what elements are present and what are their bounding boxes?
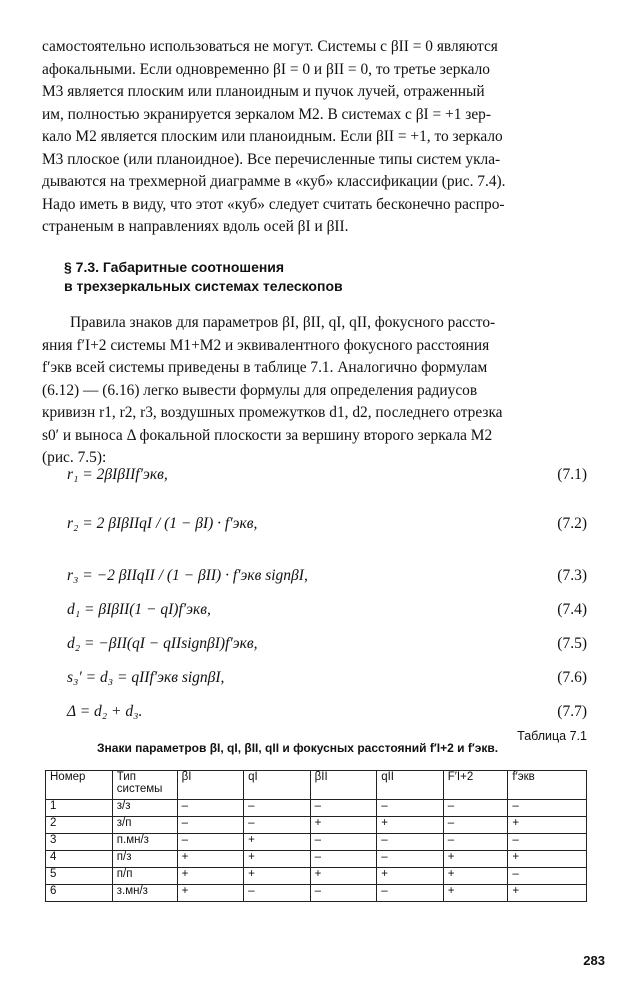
formula-number: (7.5) <box>557 635 587 652</box>
table-cell: + <box>377 868 444 885</box>
table-cell: – <box>310 851 377 868</box>
table-cell: + <box>443 851 508 868</box>
table-row <box>46 851 587 868</box>
formula-number: (7.4) <box>557 601 587 618</box>
formula-number: (7.2) <box>557 515 587 532</box>
text-line: (рис. 7.5): <box>42 449 107 466</box>
table-header-row <box>46 771 587 800</box>
table-cell: 6 <box>46 885 113 902</box>
table-cell: – <box>310 834 377 851</box>
text-line: Правила знаков для параметров βI, βII, qI, qII, фокусного рассто- <box>70 314 496 331</box>
table-label: Таблица 7.1 <box>517 729 587 743</box>
table-title: Знаки параметров βI, qI, βII, qII и фокусных расстояний f′I+2 и f′экв. <box>97 741 499 755</box>
table-cell: – <box>244 800 311 817</box>
table-cell: + <box>177 885 244 902</box>
header-cell: Тип системы <box>112 771 177 800</box>
header-cell: Номер <box>46 771 113 800</box>
table-cell: – <box>310 885 377 902</box>
table-cell: + <box>177 868 244 885</box>
table-cell: – <box>443 817 508 834</box>
table-cell: + <box>443 885 508 902</box>
table-cell: п.мн/з <box>112 834 177 851</box>
table-cell: 3 <box>46 834 113 851</box>
body-paragraph <box>42 312 587 470</box>
table-cell: 1 <box>46 800 113 817</box>
text-line: s0′ и выноса Δ фокальной плоскости за вершину второго зеркала М2 <box>42 426 493 444</box>
table-row <box>46 817 587 834</box>
table-cell: + <box>177 851 244 868</box>
text-line: афокальными. Если одновременно βI = 0 и βII = 0, то третье зеркало <box>42 60 490 78</box>
table-cell: + <box>310 868 377 885</box>
table-cell: п/п <box>112 868 177 885</box>
table-cell: + <box>244 868 311 885</box>
table-row <box>46 800 587 817</box>
text-line: (6.12) — (6.16) легко вывести формулы для определения радиусов <box>42 381 478 399</box>
formula-number: (7.6) <box>557 669 587 686</box>
table-cell: – <box>244 885 311 902</box>
formula-expr: d₂ = −βII(qI − qIIsignβI)f′экв, <box>67 635 258 652</box>
section-heading <box>64 258 343 296</box>
formula-7-2 <box>67 515 587 541</box>
text-line: кало М2 является плоским или планоидным. Если βII = +1, то зеркало <box>42 128 503 145</box>
table-cell: – <box>508 868 587 885</box>
text-line: дываются на трехмерной диаграмме в «куб» классификации (рис. 7.4). <box>42 173 506 190</box>
top-paragraph <box>42 36 587 239</box>
table-cell: + <box>244 834 311 851</box>
table-cell: з/п <box>112 817 177 834</box>
table-cell: – <box>310 800 377 817</box>
table-cell: – <box>508 800 587 817</box>
table-cell: 4 <box>46 851 113 868</box>
table-row <box>46 868 587 885</box>
formula-number: (7.7) <box>557 703 587 720</box>
text-line: f′экв всей системы приведены в таблице 7.1. Аналогично формулам <box>42 359 488 376</box>
formula-7-3 <box>67 567 587 593</box>
header-cell: βII <box>310 771 377 800</box>
text-line: Надо иметь в виду, что этот «куб» следует считать бесконечно распро- <box>42 195 505 213</box>
formula-expr: d₁ = βIβII(1 − qI)f′экв, <box>67 601 211 618</box>
text-line: М3 является плоским или планоидным и пучок лучей, отраженный <box>42 83 485 100</box>
table-cell: з/з <box>112 800 177 817</box>
header-cell: qI <box>244 771 311 800</box>
table-cell: – <box>377 834 444 851</box>
table-cell: 2 <box>46 817 113 834</box>
table-cell: + <box>508 817 587 834</box>
formula-7-5 <box>67 635 587 661</box>
formula-expr: r₃ = −2 βIIqII / (1 − βII) · f′экв signβI, <box>67 567 308 584</box>
formula-expr: s₃′ = d₃ = qIIf′экв signβI, <box>67 669 225 686</box>
formula-number: (7.1) <box>557 466 587 483</box>
formula-7-7 <box>67 703 587 729</box>
table-cell: + <box>508 885 587 902</box>
text-line: М3 плоское (или планоидное). Все перечисленные типы систем укла- <box>42 150 501 168</box>
table-cell: – <box>177 834 244 851</box>
table-cell: – <box>508 834 587 851</box>
formula-7-4 <box>67 601 587 627</box>
table-cell: – <box>443 800 508 817</box>
header-cell: qII <box>377 771 444 800</box>
table-cell: + <box>244 851 311 868</box>
table-cell: – <box>377 885 444 902</box>
table-cell: – <box>244 817 311 834</box>
table-row <box>46 885 587 902</box>
heading-line: § 7.3. Габаритные соотношения <box>64 259 285 275</box>
text-line: страненым в направлениях вдоль осей βI и βII. <box>42 218 349 235</box>
table-cell: – <box>177 800 244 817</box>
text-line: самостоятельно использоваться не могут. Системы с βII = 0 являются <box>42 38 498 55</box>
heading-line: в трехзеркальных системах телескопов <box>64 278 343 294</box>
text-line: яния f′I+2 системы М1+М2 и эквивалентного фокусного расстояния <box>42 336 490 354</box>
header-cell: F′I+2 <box>443 771 508 800</box>
text-line: им, полностью экранируется зеркалом М2. В системах с βI = +1 зер- <box>42 105 491 123</box>
table-cell: з.мн/з <box>112 885 177 902</box>
formula-expr: r₂ = 2 βIβIIqI / (1 − βI) · f′экв, <box>67 515 258 532</box>
table-cell: + <box>377 817 444 834</box>
table-cell: + <box>310 817 377 834</box>
page-number: 283 <box>583 953 605 968</box>
table-cell: + <box>443 868 508 885</box>
table-cell: + <box>508 851 587 868</box>
table-cell: – <box>177 817 244 834</box>
formula-expr: r₁ = 2βIβIIf′экв, <box>67 466 168 483</box>
table-cell: – <box>377 851 444 868</box>
formula-7-1 <box>67 466 587 492</box>
text-line: кривизн r1, r2, r3, воздушных промежутков d1, d2, последнего отрезка <box>42 404 503 421</box>
formula-7-6 <box>67 669 587 695</box>
header-cell: f′экв <box>508 771 587 800</box>
table-row <box>46 834 587 851</box>
formula-expr: Δ = d₂ + d₃. <box>67 703 143 720</box>
table-cell: 5 <box>46 868 113 885</box>
table-cell: п/з <box>112 851 177 868</box>
formula-number: (7.3) <box>557 567 587 584</box>
header-cell: βI <box>177 771 244 800</box>
table-cell: – <box>377 800 444 817</box>
table-cell: – <box>443 834 508 851</box>
signs-table <box>45 770 587 902</box>
